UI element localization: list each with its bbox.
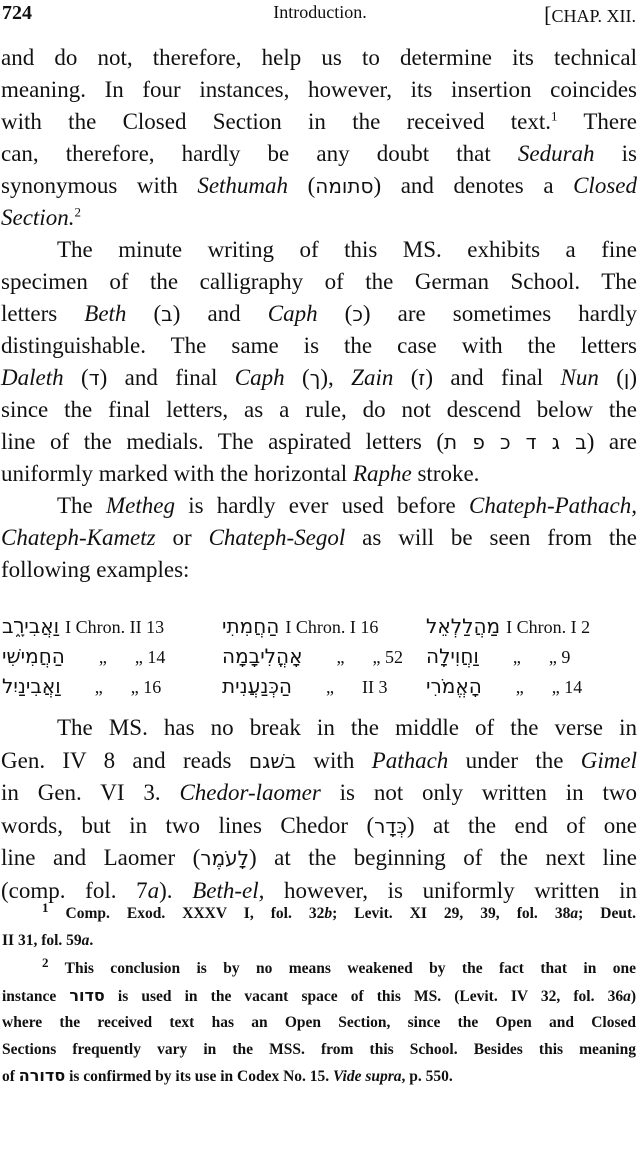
italic-term: Nun <box>560 365 599 390</box>
text: ) and denotes a <box>373 173 574 198</box>
text-line <box>1 170 637 202</box>
chapter: II <box>129 617 142 637</box>
text: ) and final <box>99 365 235 390</box>
chapter: „ <box>551 677 560 697</box>
chapter-label <box>544 2 636 28</box>
italic-term: Sethumah <box>197 173 289 198</box>
example-cell <box>222 674 388 698</box>
text: ( <box>284 365 310 390</box>
book: „ <box>326 677 334 697</box>
reference <box>309 647 404 668</box>
text: ) <box>629 365 638 390</box>
reference <box>65 617 164 638</box>
text: with <box>296 747 372 773</box>
footnote-1-line <box>2 899 636 927</box>
text: ). <box>159 877 193 903</box>
footnote-ref-1: 1 <box>551 108 558 124</box>
text: There <box>557 109 637 134</box>
paragraph-metheg <box>1 490 637 586</box>
example-cell <box>2 614 164 639</box>
italic-term: Beth <box>84 301 127 326</box>
chapter-text: CHAP. XII. <box>551 6 636 26</box>
text: ( <box>126 301 162 326</box>
hebrew-word: וַחֲוִילָה <box>426 644 479 668</box>
text: line and Laomer ( <box>1 845 201 871</box>
example-cell <box>222 644 403 668</box>
text: meaning. In four instances, however, its insertion coincides <box>1 77 637 102</box>
italic-term: a <box>570 905 579 922</box>
italic-term: Pathach <box>371 747 449 773</box>
hebrew-word: וַאֲבִינַיִל <box>2 674 61 698</box>
text: under the <box>448 747 581 773</box>
hebrew-word: הַחֲמִתִי <box>222 614 280 638</box>
text: II 31, fol. 59 <box>2 931 82 949</box>
table-row <box>0 674 640 704</box>
chapter: II <box>362 677 374 697</box>
book: „ <box>336 647 345 667</box>
body-text-continued <box>1 712 637 908</box>
text-line <box>1 330 637 362</box>
example-cell <box>426 614 590 638</box>
text: The MS. has no break in the middle of the verse in <box>57 715 637 740</box>
text-line <box>1 777 637 810</box>
text: ) are <box>586 429 637 454</box>
italic-term: b <box>324 905 333 922</box>
example-cell <box>222 614 378 638</box>
text-line <box>1 745 637 778</box>
hebrew-word: הַכְּנַעֲנִית <box>222 674 292 698</box>
footnote-2-line <box>2 954 636 982</box>
text: ) and final <box>425 365 561 390</box>
text: is used in the vacant space of this MS. (Levit. IV 32, fol. 36 <box>104 987 624 1005</box>
text: words, but in two lines Chedor ( <box>1 812 375 838</box>
running-header <box>0 2 640 28</box>
text: following examples: <box>1 557 190 582</box>
text: distinguishable. The same is the case with the letters <box>1 333 637 358</box>
book: I Chron. <box>285 617 346 637</box>
hebrew-word: סדור <box>69 985 105 1005</box>
hebrew-word: אָהֳלִיבָמָה <box>222 644 303 668</box>
text: ) are sometimes hardly <box>362 301 637 326</box>
footnote-2-line <box>2 984 636 1010</box>
text-line <box>1 106 637 138</box>
reference <box>298 677 388 698</box>
example-cell <box>426 674 582 698</box>
book: I Chron. <box>506 617 567 637</box>
example-cell <box>2 674 161 698</box>
italic-term: Vide supra <box>333 1068 402 1085</box>
text: as will be seen from the <box>345 525 637 550</box>
hebrew-word: הָאֱמֹרִי <box>426 674 482 698</box>
footnote-2-line <box>2 1038 636 1063</box>
italic-term: Zain <box>351 365 394 390</box>
hebrew-word: בשׁגם <box>248 748 297 773</box>
hebrew-word: סתומה <box>315 174 374 198</box>
text: is not only written in two <box>320 780 637 806</box>
text: ; Deut. <box>578 905 636 922</box>
text-line <box>1 712 637 745</box>
hebrew-word: לָעֹמֶר <box>200 846 250 871</box>
italic-term: Chateph-Kametz <box>1 525 156 550</box>
text-line <box>1 394 637 426</box>
italic-term: Chateph-Segol <box>208 525 346 550</box>
text: line of the medials. The aspirated letters ( <box>1 429 445 454</box>
text: stroke. <box>411 461 480 486</box>
text: ( <box>393 365 419 390</box>
text-line <box>1 426 637 458</box>
italic-term: Sedurah <box>517 141 595 166</box>
hebrew-letter: כ <box>352 302 363 326</box>
text: , p. 550. <box>401 1068 453 1085</box>
hebrew-word: וַאֲבִירָ֑ב <box>2 614 60 638</box>
chapter: I <box>570 617 577 637</box>
running-title: Introduction. <box>273 2 367 22</box>
book: „ <box>515 677 524 697</box>
text: specimen of the calligraphy of the German School. The <box>1 269 637 294</box>
verse: 14 <box>564 677 583 697</box>
text: in Gen. VI 3. <box>1 780 180 806</box>
chapter: „ <box>372 647 381 667</box>
text: uniformly marked with the horizontal <box>1 461 353 486</box>
italic-term: Daleth <box>1 365 64 390</box>
text: where the received text has an Open Section, since the Open and Closed <box>2 1014 636 1031</box>
text: This conclusion is by no means weakened by the fact that in one <box>48 960 636 977</box>
text-line <box>1 298 637 330</box>
italic-term: a <box>623 987 631 1005</box>
text: since the final letters, as a rule, do not descend below the <box>1 397 637 422</box>
text: (comp. fol. 7 <box>1 877 148 903</box>
chapter: „ <box>134 647 143 667</box>
italic-term: Section. <box>1 205 75 230</box>
text: of <box>2 1068 19 1085</box>
text: The minute writing of this MS. exhibits a fine <box>57 237 637 262</box>
text: ( <box>317 301 353 326</box>
reference <box>506 617 590 638</box>
footnote-marker: 2 <box>42 954 49 970</box>
example-cell <box>2 644 165 668</box>
text: instance <box>2 987 70 1005</box>
italic-term: a <box>81 931 90 949</box>
verse: 13 <box>146 617 165 637</box>
text: is confirmed by its use in Codex No. 15. <box>65 1068 334 1085</box>
text-line <box>1 458 637 490</box>
italic-term: Closed <box>573 173 637 198</box>
text: ) at the beginning of the next line <box>249 845 637 871</box>
text-line <box>1 234 637 266</box>
text-line <box>1 362 637 394</box>
text: is hardly ever used before <box>174 493 469 518</box>
hebrew-word: כְּדָר <box>374 813 407 838</box>
italic-term: Raphe <box>352 461 412 486</box>
italic-term: Caph <box>234 365 285 390</box>
hebrew-letter: ד <box>88 366 100 390</box>
hebrew-letters: ב ג ד כ פ ת <box>444 430 587 454</box>
hebrew-letter: ב <box>161 302 173 326</box>
verse: 52 <box>385 647 403 667</box>
text: can, therefore, hardly be any doubt that <box>1 141 518 166</box>
footnote-marker: 1 <box>42 899 49 915</box>
text: ) <box>630 987 637 1005</box>
footnote-2-line <box>2 1011 636 1036</box>
book: I Chron. <box>65 617 126 637</box>
examples-table <box>0 614 640 704</box>
reference <box>285 617 378 638</box>
text: Comp. Exod. XXXV I, fol. 32 <box>48 905 325 922</box>
verse: 14 <box>147 647 166 667</box>
footnote-ref-2: 2 <box>74 204 81 220</box>
italic-term: Metheg <box>106 493 175 518</box>
text: The <box>57 493 106 518</box>
example-cell <box>426 644 570 668</box>
italic-term: Chedor-laomer <box>179 780 321 806</box>
text: however, is uniformly written in <box>264 877 637 903</box>
text: ), <box>320 365 352 390</box>
body-text <box>1 42 637 586</box>
hebrew-word: הַחֲמִישִׁי <box>2 644 65 668</box>
italic-term: Gimel <box>580 747 638 773</box>
text: Gen. IV 8 and reads <box>1 747 249 773</box>
verse: 2 <box>581 617 591 637</box>
paragraph-sedurah <box>1 42 637 234</box>
text: and do not, therefore, help us to determine its technical <box>1 45 637 70</box>
text-line <box>1 266 637 298</box>
text-line <box>1 810 637 843</box>
chapter-bracket: [ <box>544 2 552 27</box>
reference <box>71 647 166 668</box>
hebrew-letter: ז <box>418 366 426 390</box>
text-line <box>1 202 637 234</box>
book: „ <box>512 647 521 667</box>
verse: 16 <box>143 677 162 697</box>
text-line <box>1 490 637 522</box>
paragraph-calligraphy <box>1 234 637 490</box>
reference <box>67 677 162 698</box>
text-line <box>1 842 637 875</box>
text-line <box>1 138 637 170</box>
text-line <box>1 522 637 554</box>
chapter: I <box>349 617 356 637</box>
chapter: „ <box>548 647 557 667</box>
text: ) at the end of one <box>406 812 637 838</box>
hebrew-letter: ך <box>309 366 321 390</box>
verse: 16 <box>360 617 379 637</box>
verse: 3 <box>378 677 388 697</box>
text: with the Closed Section in the received text. <box>1 109 551 134</box>
text-line <box>1 554 637 586</box>
text: ; Levit. XI 29, 39, fol. 38 <box>332 905 571 922</box>
verse: 9 <box>561 647 571 667</box>
text: ( <box>288 173 316 198</box>
italic-term: Caph <box>267 301 318 326</box>
italic-term: a <box>147 877 160 903</box>
hebrew-word: סדורה <box>18 1066 66 1085</box>
reference <box>485 647 571 668</box>
text: or <box>155 525 209 550</box>
footnote-2-line <box>2 1064 636 1090</box>
chapter: „ <box>130 677 139 697</box>
text: ) and <box>172 301 268 326</box>
table-row <box>0 614 640 644</box>
text: . <box>89 931 94 949</box>
text: synonymous with <box>1 173 198 198</box>
text-line <box>1 42 637 74</box>
text: letters <box>1 301 85 326</box>
footnotes <box>2 899 637 1092</box>
book: „ <box>94 677 103 697</box>
table-row <box>0 644 640 674</box>
page-number: 724 <box>2 2 32 24</box>
hebrew-letter: ן <box>623 366 630 390</box>
italic-term: Chateph-Pathach, <box>469 493 637 518</box>
italic-term: Beth-el, <box>192 877 265 903</box>
text: Sections frequently vary in the MSS. from this School. Besides this meaning <box>2 1040 636 1058</box>
text: is <box>594 141 637 166</box>
reference <box>488 677 583 698</box>
hebrew-word: מַהֲלַלְאֵל <box>426 614 501 638</box>
text: ( <box>63 365 89 390</box>
book: „ <box>98 647 107 667</box>
text: ( <box>598 365 624 390</box>
text-line <box>1 74 637 106</box>
footnote-1-line <box>2 929 636 954</box>
